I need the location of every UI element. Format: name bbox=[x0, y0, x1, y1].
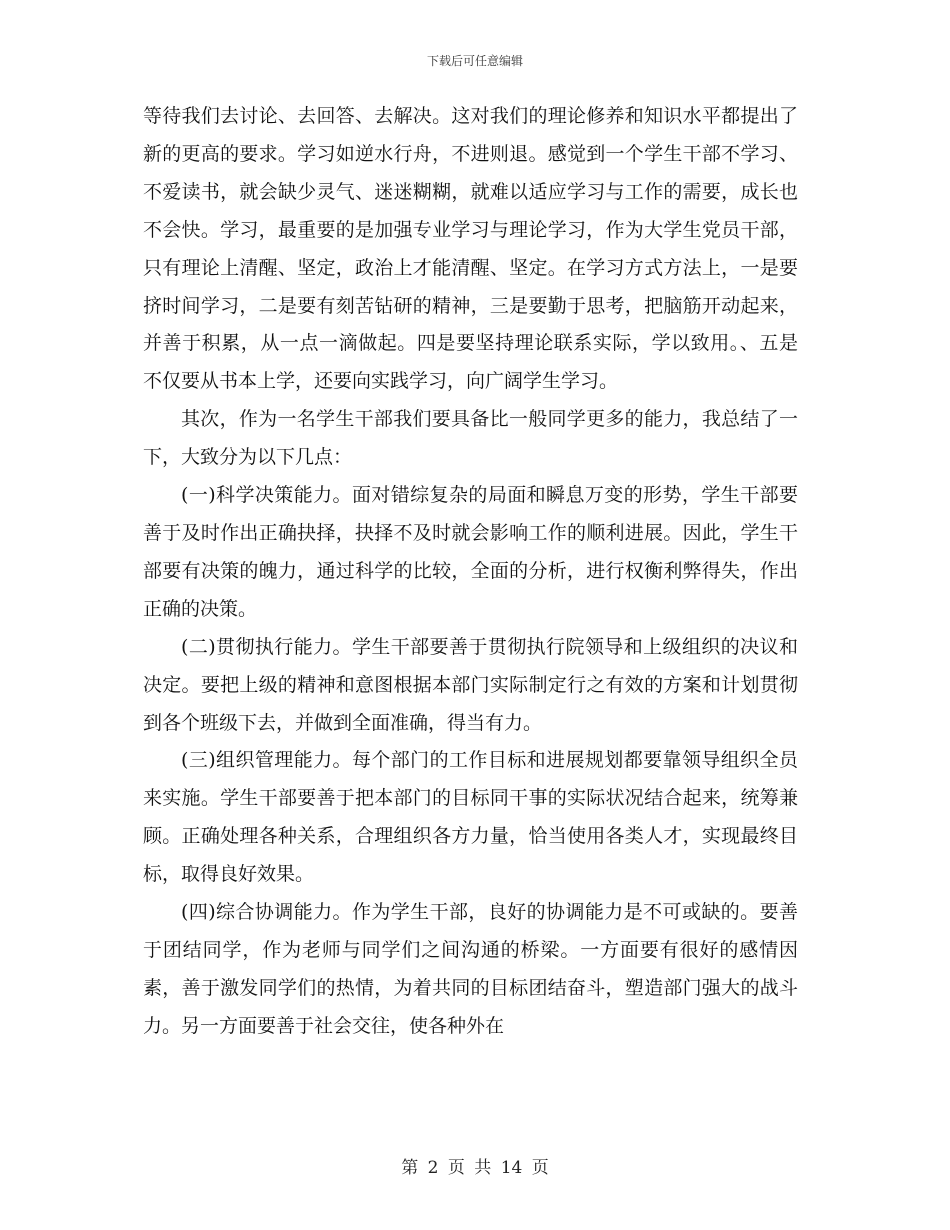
paragraph-management: (三)组织管理能力。每个部门的工作目标和进展规划都要靠领导组织全员来实施。学生干部要善于把本部门的目标同干事的实际状况结合起来，统筹兼顾。正确处理各种关系，合理组织各方力量，恰当使用各类人才，实现最终目标，取得良好效果。 bbox=[143, 749, 798, 886]
header-note: 下载后可任意编辑 bbox=[426, 54, 523, 68]
paragraph-decision: (一)科学决策能力。面对错综复杂的局面和瞬息万变的形势，学生干部要善于及时作出正确抉择，抉择不及时就会影响工作的顺利进展。因此，学生干部要有决策的魄力，通过科学的比较，全面的分析，进行权衡利弊得失，作出正确的决策。 bbox=[143, 484, 798, 620]
paragraph-execution: (二)贯彻执行能力。学生干部要善于贯彻执行院领导和上级组织的决议和决定。要把上级的精神和意图根据本部门实际制定行之有效的方案和计划贯彻到各个班级下去，并做到全面准确，得当有力。 bbox=[143, 635, 798, 734]
paragraph-intro: 其次，作为一名学生干部我们要具备比一般同学更多的能力，我总结了一下，大致分为以下几点： bbox=[143, 408, 798, 469]
body-text bbox=[143, 98, 798, 1046]
page-number: 第 2 页 共 14 页 bbox=[401, 1158, 549, 1178]
paragraph-coordination: (四)综合协调能力。作为学生干部，良好的协调能力是不可或缺的。要善于团结同学，作为老师与同学们之间沟通的桥梁。一方面要有很好的感情因素，善于激发同学们的热情，为着共同的目标团结奋斗，塑造部门强大的战斗力。另一方面要善于社会交往，使各种外在 bbox=[143, 901, 798, 1037]
paragraph-continuation: 等待我们去讨论、去回答、去解决。这对我们的理论修养和知识水平都提出了新的更高的要求。学习如逆水行舟，不进则退。感觉到一个学生干部不学习、不爱读书，就会缺少灵气、迷迷糊糊，就难以适应学习与工作的需要，成长也不会快。学习，最重要的是加强专业学习与理论学习，作为大学生党员干部，只有理论上清醒、坚定，政治上才能清醒、坚定。在学习方式方法上，一是要挤时间学习，二是要有刻苦钻研的精神，三是要勤于思考，把脑筋开动起来，并善于积累，从一点一滴做起。四是要坚持理论联系实际，学以致用。、五是不仅要从书本上学，还要向实践学习，向广阔学生学习。 bbox=[143, 105, 798, 393]
